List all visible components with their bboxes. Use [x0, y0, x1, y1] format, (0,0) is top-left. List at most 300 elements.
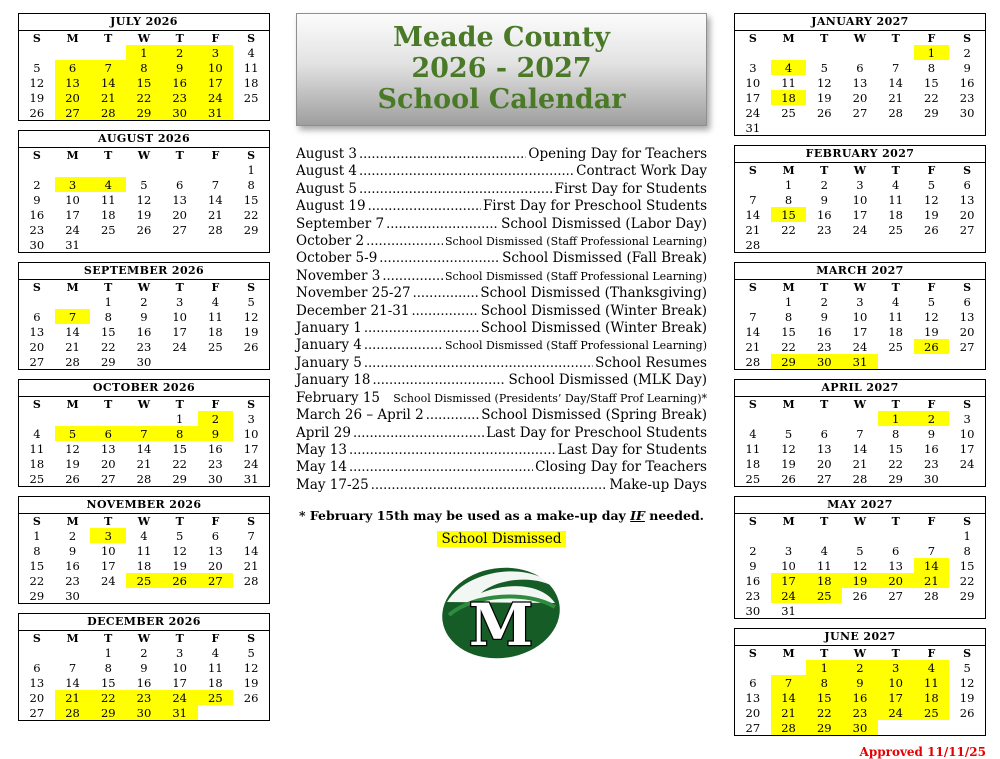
weekday-header: S	[247, 31, 256, 45]
empty-cell	[55, 162, 91, 177]
day-cell: 23	[126, 690, 162, 705]
day-cell: 23	[65, 573, 80, 588]
day-cell: 4	[33, 426, 41, 441]
empty-cell	[126, 162, 162, 177]
day-cell: 15	[172, 441, 187, 456]
empty-cell	[55, 294, 91, 309]
day-cell: 13	[208, 543, 223, 558]
day-cell: 14	[136, 441, 152, 456]
weekday-header: S	[32, 514, 41, 528]
day-cell: 25	[29, 471, 45, 486]
dot-leader	[364, 338, 443, 354]
empty-cell	[162, 354, 198, 369]
title-line-1: Meade County	[393, 22, 610, 53]
empty-cell	[19, 162, 55, 177]
weekday-header: W	[853, 646, 867, 660]
schedule-item	[296, 337, 707, 354]
empty-cell	[126, 237, 162, 252]
day-cell: 14	[65, 675, 80, 690]
day-cell: 16	[29, 207, 45, 222]
day-cell: 18	[100, 207, 116, 222]
day-cell: 18	[745, 456, 761, 471]
day-cell: 7	[749, 192, 757, 207]
weekday-header: T	[820, 280, 829, 294]
weekday-header: F	[211, 397, 220, 411]
weekday-header: W	[137, 631, 151, 645]
day-cell: 27	[29, 354, 45, 369]
dot-leader	[413, 286, 479, 302]
day-cell: 6	[856, 60, 864, 75]
empty-cell	[90, 162, 126, 177]
day-cell: 23	[959, 90, 975, 105]
day-cell: 21	[243, 558, 259, 573]
day-cell: 6	[892, 543, 900, 558]
day-cell: 1	[247, 162, 255, 177]
empty-cell	[878, 45, 914, 60]
week-row	[735, 543, 985, 558]
weekday-header: W	[137, 31, 151, 45]
day-cell: 26	[781, 471, 796, 486]
day-cell: 7	[90, 60, 126, 75]
day-cell: 23	[745, 588, 761, 603]
mini-calendar	[18, 613, 270, 721]
empty-cell	[233, 588, 269, 603]
day-cell: 24	[162, 690, 198, 705]
schedule-event: Contract Work Day	[576, 163, 707, 180]
weekday-header: T	[175, 397, 184, 411]
schedule-date: August 5	[296, 180, 358, 197]
week-row	[19, 177, 269, 192]
empty-cell	[842, 528, 878, 543]
schedule-date: August 3	[296, 146, 358, 162]
logo-letter: M	[468, 591, 534, 660]
day-cell: 7	[211, 177, 220, 192]
day-cell: 20	[55, 90, 91, 105]
day-cell: 29	[888, 471, 903, 486]
day-cell: 15	[806, 690, 842, 705]
day-cell: 4	[247, 45, 255, 60]
meade-logo	[296, 555, 707, 671]
right-calendar-stack	[734, 13, 986, 736]
empty-cell	[914, 720, 950, 735]
week-row	[19, 162, 269, 177]
day-cell: 17	[959, 441, 975, 456]
day-cell: 30	[65, 588, 80, 603]
mini-calendar	[734, 628, 986, 736]
day-cell: 18	[208, 324, 223, 339]
empty-cell	[90, 237, 126, 252]
day-cell: 13	[816, 441, 832, 456]
mini-calendar	[18, 496, 270, 604]
weekday-header: T	[891, 31, 900, 45]
day-cell: 2	[842, 660, 878, 675]
day-cell: 21	[771, 705, 807, 720]
day-cell: 1	[914, 45, 950, 60]
day-cell: 26	[65, 471, 80, 486]
day-cell: 1	[104, 294, 112, 309]
day-cell: 16	[959, 75, 975, 90]
weekday-header: W	[137, 280, 151, 294]
schedule-event: School Dismissed (Winter Break)	[480, 302, 707, 319]
day-cell: 20	[29, 339, 45, 354]
day-cell: 12	[852, 558, 868, 573]
week-row	[735, 177, 985, 192]
weekday-header: F	[927, 397, 936, 411]
day-cell: 1	[784, 177, 793, 192]
day-cell: 30	[959, 105, 975, 120]
weekday-header: M	[66, 397, 79, 411]
day-cell: 3	[856, 177, 864, 192]
weekday-header: F	[211, 280, 220, 294]
day-cell: 2	[749, 543, 757, 558]
dot-leader	[411, 304, 478, 320]
day-cell: 12	[959, 675, 975, 690]
day-cell: 11	[745, 441, 761, 456]
empty-cell	[90, 588, 126, 603]
day-cell: 15	[243, 192, 259, 207]
schedule-event: First Day for Students	[554, 180, 707, 197]
dot-leader	[366, 234, 443, 250]
weekday-header: T	[175, 31, 184, 45]
day-cell: 7	[126, 426, 162, 441]
day-cell: 11	[816, 558, 832, 573]
weekday-header-row	[735, 397, 985, 411]
footnote-prefix: * February 15th may be used as a make-up day	[298, 508, 631, 524]
week-row	[735, 192, 985, 207]
day-cell: 2	[198, 411, 234, 426]
day-cell: 21	[90, 90, 126, 105]
week-row	[19, 645, 269, 660]
title-line-3: School Calendar	[377, 84, 626, 115]
empty-cell	[914, 237, 950, 252]
day-cell: 21	[745, 339, 761, 354]
day-cell: 14	[852, 441, 868, 456]
week-row	[19, 690, 269, 705]
day-cell: 4	[211, 294, 220, 309]
day-cell: 20	[816, 456, 832, 471]
day-cell: 28	[745, 354, 761, 369]
title-line-2: 2026 - 2027	[411, 53, 592, 84]
day-cell: 15	[100, 324, 116, 339]
week-row	[735, 45, 985, 60]
day-cell: 21	[745, 222, 761, 237]
empty-cell	[90, 411, 126, 426]
day-cell: 21	[914, 573, 950, 588]
day-cell: 9	[963, 60, 971, 75]
weekday-header: S	[963, 514, 972, 528]
month-title: FEBRUARY 2027	[735, 146, 985, 163]
weekday-header: W	[137, 397, 151, 411]
day-cell: 31	[842, 354, 878, 369]
week-row	[735, 237, 985, 252]
day-cell: 31	[745, 120, 761, 135]
weekday-header: T	[891, 514, 900, 528]
day-cell: 9	[842, 675, 878, 690]
week-row	[19, 441, 269, 456]
day-cell: 28	[90, 105, 126, 120]
week-row	[19, 192, 269, 207]
day-cell: 28	[924, 588, 939, 603]
month-grid	[19, 397, 269, 486]
day-cell: 9	[162, 60, 198, 75]
week-row	[735, 456, 985, 471]
schedule-date: October 5-9	[296, 250, 378, 267]
weekday-header: M	[66, 514, 79, 528]
schedule-event: School Dismissed (MLK Day)	[508, 372, 707, 389]
day-cell: 14	[90, 75, 126, 90]
empty-cell	[19, 45, 55, 60]
weekday-header: F	[927, 280, 936, 294]
weekday-header-row	[735, 31, 985, 45]
week-row	[19, 294, 269, 309]
day-cell: 22	[243, 207, 259, 222]
dot-leader	[359, 182, 552, 198]
empty-cell	[806, 45, 842, 60]
weekday-header: S	[963, 163, 972, 177]
empty-cell	[233, 105, 269, 120]
day-cell: 20	[959, 207, 975, 222]
day-cell: 25	[781, 105, 796, 120]
weekday-header: T	[891, 163, 900, 177]
day-cell: 12	[29, 75, 45, 90]
empty-cell	[771, 411, 807, 426]
week-row	[735, 120, 985, 135]
weekday-header: T	[820, 31, 829, 45]
day-cell: 26	[243, 339, 259, 354]
day-cell: 13	[959, 309, 975, 324]
day-cell: 28	[55, 705, 91, 720]
day-cell: 6	[176, 177, 184, 192]
day-cell: 9	[198, 426, 234, 441]
day-cell: 5	[784, 426, 793, 441]
schedule-item	[296, 146, 707, 163]
month-title: NOVEMBER 2026	[19, 497, 269, 514]
day-cell: 8	[126, 60, 162, 75]
empty-cell	[735, 528, 771, 543]
center-column	[296, 13, 707, 671]
day-cell: 14	[243, 543, 259, 558]
schedule-item	[296, 372, 707, 389]
weekday-header: S	[247, 148, 256, 162]
day-cell: 29	[243, 222, 259, 237]
weekday-header: W	[853, 31, 867, 45]
schedule-date: October 2	[296, 233, 365, 250]
week-row	[19, 339, 269, 354]
right-calendar-column	[734, 13, 986, 759]
day-cell: 7	[892, 60, 900, 75]
day-cell: 10	[65, 192, 80, 207]
day-cell: 17	[100, 558, 116, 573]
day-cell: 5	[927, 177, 936, 192]
empty-cell	[842, 603, 878, 618]
day-cell: 10	[781, 558, 796, 573]
month-grid	[19, 514, 269, 603]
day-cell: 14	[208, 192, 223, 207]
day-cell: 10	[852, 309, 868, 324]
day-cell: 15	[29, 558, 45, 573]
weekday-header: S	[247, 397, 256, 411]
day-cell: 30	[745, 603, 761, 618]
week-row	[735, 105, 985, 120]
weekday-header: M	[782, 31, 795, 45]
day-cell: 22	[806, 705, 842, 720]
day-cell: 25	[100, 222, 116, 237]
day-cell: 10	[745, 75, 761, 90]
day-cell: 3	[55, 177, 91, 192]
weekday-header: M	[782, 646, 795, 660]
day-cell: 8	[892, 426, 900, 441]
day-cell: 10	[198, 60, 234, 75]
dot-leader	[371, 478, 608, 494]
dot-leader	[349, 443, 556, 459]
week-row	[19, 75, 269, 90]
day-cell: 14	[914, 558, 950, 573]
weekday-header: T	[891, 397, 900, 411]
week-row	[735, 309, 985, 324]
day-cell: 18	[888, 207, 903, 222]
day-cell: 18	[243, 75, 259, 90]
week-row	[19, 573, 269, 588]
weekday-header: S	[748, 280, 757, 294]
weekday-header: M	[66, 148, 79, 162]
day-cell: 27	[198, 573, 234, 588]
day-cell: 30	[924, 471, 939, 486]
approved-stamp: Approved 11/11/25	[859, 745, 986, 759]
empty-cell	[735, 660, 771, 675]
day-cell: 24	[198, 90, 234, 105]
day-cell: 27	[172, 222, 187, 237]
empty-cell	[55, 645, 91, 660]
schedule-item	[296, 303, 707, 320]
day-cell: 10	[172, 309, 187, 324]
day-cell: 3	[90, 528, 126, 543]
day-cell: 29	[172, 471, 187, 486]
weekday-header: S	[963, 397, 972, 411]
day-cell: 2	[963, 45, 971, 60]
weekday-header: M	[782, 280, 795, 294]
schedule-event: First Day for Preschool Students	[482, 198, 707, 215]
day-cell: 5	[33, 60, 41, 75]
schedule-date: January 18	[296, 372, 371, 389]
month-grid	[19, 280, 269, 369]
day-cell: 8	[162, 426, 198, 441]
week-row	[735, 75, 985, 90]
day-cell: 7	[927, 543, 936, 558]
schedule-date: January 5	[296, 354, 362, 371]
day-cell: 17	[198, 75, 234, 90]
weekday-header: S	[748, 397, 757, 411]
day-cell: 22	[126, 90, 162, 105]
day-cell: 24	[65, 222, 80, 237]
day-cell: 23	[816, 339, 832, 354]
month-title: JULY 2026	[19, 14, 269, 31]
weekday-header: T	[104, 148, 113, 162]
week-row	[19, 237, 269, 252]
week-row	[19, 528, 269, 543]
day-cell: 9	[927, 426, 936, 441]
day-cell: 11	[781, 75, 796, 90]
day-cell: 20	[172, 207, 187, 222]
empty-cell	[198, 237, 234, 252]
day-cell: 26	[914, 339, 950, 354]
day-cell: 29	[29, 588, 45, 603]
day-cell: 1	[176, 411, 184, 426]
day-cell: 1	[126, 45, 162, 60]
empty-cell	[126, 588, 162, 603]
day-cell: 25	[888, 222, 903, 237]
weekday-header: F	[927, 514, 936, 528]
day-cell: 29	[90, 705, 126, 720]
day-cell: 5	[963, 660, 971, 675]
day-cell: 26	[162, 573, 198, 588]
schedule-item	[296, 390, 707, 407]
empty-cell	[914, 354, 950, 369]
day-cell: 17	[172, 324, 187, 339]
day-cell: 4	[140, 528, 148, 543]
dot-leader	[372, 373, 506, 389]
empty-cell	[771, 528, 807, 543]
day-cell: 10	[959, 426, 975, 441]
day-cell: 5	[927, 294, 936, 309]
weekday-header: S	[247, 280, 256, 294]
day-cell: 4	[892, 294, 900, 309]
schedule-item	[296, 459, 707, 476]
day-cell: 18	[208, 675, 223, 690]
schedule-event: Opening Day for Teachers	[528, 146, 707, 162]
day-cell: 1	[33, 528, 41, 543]
day-cell: 15	[781, 324, 796, 339]
month-title: DECEMBER 2026	[19, 614, 269, 631]
week-row	[19, 222, 269, 237]
day-cell: 26	[29, 105, 45, 120]
weekday-header-row	[735, 163, 985, 177]
schedule-event: School Dismissed (Labor Day)	[501, 215, 707, 232]
day-cell: 17	[243, 441, 259, 456]
weekday-header: S	[247, 631, 256, 645]
day-cell: 9	[820, 309, 828, 324]
weekday-header: M	[782, 163, 795, 177]
day-cell: 24	[852, 339, 868, 354]
empty-cell	[55, 411, 91, 426]
week-row	[735, 339, 985, 354]
empty-cell	[233, 237, 269, 252]
day-cell: 28	[65, 354, 80, 369]
month-title: JANUARY 2027	[735, 14, 985, 31]
day-cell: 12	[65, 441, 80, 456]
day-cell: 7	[55, 309, 91, 324]
empty-cell	[949, 471, 985, 486]
day-cell: 3	[784, 543, 793, 558]
empty-cell	[735, 45, 771, 60]
week-row	[19, 324, 269, 339]
day-cell: 4	[90, 177, 126, 192]
day-cell: 16	[162, 75, 198, 90]
empty-cell	[55, 45, 91, 60]
day-cell: 1	[784, 294, 793, 309]
day-cell: 10	[100, 543, 116, 558]
day-cell: 28	[888, 105, 903, 120]
day-cell: 9	[68, 543, 77, 558]
day-cell: 20	[852, 90, 868, 105]
week-row	[735, 558, 985, 573]
day-cell: 3	[198, 45, 234, 60]
day-cell: 23	[842, 705, 878, 720]
day-cell: 16	[65, 558, 80, 573]
month-title: AUGUST 2026	[19, 131, 269, 148]
day-cell: 25	[888, 339, 903, 354]
empty-cell	[878, 603, 914, 618]
day-cell: 17	[771, 573, 807, 588]
